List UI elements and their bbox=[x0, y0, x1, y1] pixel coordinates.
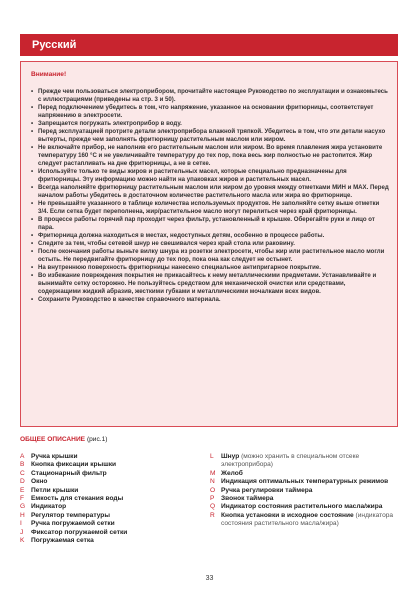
part-item bbox=[210, 503, 398, 511]
warning-list bbox=[31, 88, 389, 304]
parts-list-right bbox=[210, 453, 398, 545]
description-heading bbox=[20, 436, 398, 443]
part-item bbox=[20, 487, 210, 495]
part-letter: D bbox=[20, 478, 25, 486]
part-body bbox=[31, 529, 127, 537]
part-letter: L bbox=[210, 453, 214, 460]
part-label: Стационарный фильтр bbox=[31, 469, 107, 477]
warning-item: • Следите за тем, чтобы сетевой шнур не свешивался через край стола или раковину. bbox=[31, 240, 389, 248]
description-subtitle: (рис.1) bbox=[86, 436, 108, 443]
part-body bbox=[221, 487, 312, 495]
description-title: ОБЩЕЕ ОПИСАНИЕ bbox=[20, 436, 86, 443]
part-label: Звонок таймера bbox=[221, 495, 274, 503]
part-body bbox=[221, 495, 273, 503]
part-label: Петли крышки bbox=[31, 486, 79, 494]
part-body bbox=[31, 478, 47, 486]
part-body bbox=[31, 520, 115, 528]
part-label: Емкость для стекания воды bbox=[31, 495, 124, 503]
part-body bbox=[31, 461, 116, 469]
part-letter: C bbox=[20, 469, 25, 477]
part-letter: P bbox=[210, 495, 215, 503]
warning-item: • Всегда наполняйте фритюрницу растительным маслом или жиром до уровня между отметками МИН и МАХ. Перед началом работы убедитесь в достаточном количестве растительного масла или жира во фритюрнице. bbox=[31, 184, 389, 200]
part-letter: F bbox=[20, 495, 25, 503]
warning-item: • Используйте только те виды жиров и растительных масел, которые специально предназначены для фритюрницы. Эту информацию можно найти на упаковках жиров и растительных масел. bbox=[31, 168, 389, 184]
warning-title: Внимание! bbox=[31, 71, 67, 78]
warning-item: • Прежде чем пользоваться электроприбором, прочитайте настоящее Руководство по эксплуатации и ознакомьтесь с иллюстрациями (приведены на стр. 3 и 50). bbox=[31, 88, 389, 104]
part-body bbox=[221, 503, 382, 511]
part-letter: K bbox=[20, 537, 25, 545]
part-letter: H bbox=[20, 511, 25, 519]
part-body bbox=[31, 453, 78, 461]
part-item bbox=[20, 520, 210, 528]
warning-item: • Перед эксплуатацией протрите детали электроприбора влажной тряпкой. Убедитесь в том, что эти детали насухо вытерты, прежде чем заполнять фритюрницу растительным маслом или жиром. bbox=[31, 128, 389, 144]
warning-item: • Не превышайте указанного в таблице количества используемых продуктов. Не заполняйте сетку выше отметки 3/4. Если сетка будет переполнена, жир/растительное масло могут перелиться через край фритюрницы. bbox=[31, 200, 389, 216]
part-item bbox=[210, 478, 398, 486]
part-body bbox=[31, 470, 107, 478]
part-item bbox=[210, 453, 398, 470]
part-body bbox=[31, 537, 94, 545]
part-body bbox=[221, 453, 398, 470]
part-letter: A bbox=[20, 453, 25, 460]
part-letter: M bbox=[210, 469, 216, 477]
part-item bbox=[20, 529, 210, 537]
part-label: Окно bbox=[31, 478, 48, 486]
general-description bbox=[20, 436, 398, 545]
part-label: Фиксатор погружаемой сетки bbox=[31, 528, 128, 536]
part-label: Ручка погружаемой сетки bbox=[31, 520, 115, 528]
part-label: Ручка регулировки таймера bbox=[221, 486, 313, 494]
warning-item: • Запрещается погружать электроприбор в воду. bbox=[31, 120, 389, 128]
warning-item: • Во избежание повреждения покрытия не прикасайтесь к нему металлическими предметами. Устанавливайте и вынимайте сетку осторожно. Не пользуйтесь средством для механической очистки или средствами, содержащими жидкий абразив, жесткими губками и металлическими мочалками всех видов. bbox=[31, 272, 389, 296]
warning-item: • В процессе работы горячий пар проходит через фильтр, установленный в крышке. Оберегайте руки и лицо от пара. bbox=[31, 216, 389, 232]
part-body bbox=[31, 487, 78, 495]
part-note: (можно хранить в специальном отсеке электроприбора) bbox=[221, 453, 360, 469]
part-item bbox=[20, 495, 210, 503]
part-item bbox=[210, 487, 398, 495]
part-item bbox=[20, 478, 210, 486]
part-body bbox=[221, 470, 243, 478]
part-letter: G bbox=[20, 503, 26, 511]
parts-list-left bbox=[20, 453, 210, 545]
part-label: Индикация оптимальных температурных режимов bbox=[221, 478, 389, 486]
part-label: Кнопка фиксации крышки bbox=[31, 461, 117, 469]
page-number: 33 bbox=[205, 575, 214, 582]
part-item bbox=[20, 537, 210, 545]
part-body bbox=[221, 512, 398, 529]
part-body bbox=[31, 512, 110, 520]
part-item bbox=[210, 512, 398, 529]
part-label: Кнопка установки в исходное состояние bbox=[221, 511, 354, 519]
part-item bbox=[20, 503, 210, 511]
part-letter: N bbox=[210, 478, 215, 486]
part-letter: I bbox=[20, 520, 22, 528]
part-item bbox=[20, 512, 210, 520]
part-label: Регулятор температуры bbox=[31, 511, 110, 519]
part-body bbox=[31, 495, 123, 503]
warning-item: • После окончания работы выньте вилку шнура из розетки электросети, чтобы жир или растительное масло могли остыть. Не передвигайте фритюрницу до тех пор, пока она как следует не остынет. bbox=[31, 248, 389, 264]
part-label: Погружаемая сетка bbox=[31, 537, 94, 545]
part-label: Индикатор состояния растительного масла/жира bbox=[221, 503, 383, 511]
warning-item: • Фритюрница должна находиться в местах, недоступных детям, особенно в процессе работы. bbox=[31, 232, 389, 240]
part-letter: O bbox=[210, 486, 216, 494]
part-label: Шнур bbox=[221, 453, 240, 460]
warning-item: • Не включайте прибор, не наполнив его растительным маслом или жиром. Во время плавления жира установите температуру 160 °С и не увеличивайте температуру до тех пор, пока весь жир полностью не растопится. Жир следует растапливать на дне фритюрницы, а не в сетке. bbox=[31, 144, 389, 168]
part-letter: J bbox=[20, 528, 24, 536]
warning-item: • Перед подключением убедитесь в том, что напряжение, указанное на основании фритюрницы, соответствует напряжению в электросети. bbox=[31, 104, 389, 120]
part-label: Индикатор bbox=[31, 503, 67, 511]
part-item bbox=[20, 470, 210, 478]
part-item bbox=[20, 461, 210, 469]
part-body bbox=[221, 478, 388, 486]
part-letter: B bbox=[20, 461, 25, 469]
warning-item: • Сохраните Руководство в качестве справочного материала. bbox=[31, 296, 389, 304]
part-item bbox=[210, 470, 398, 478]
part-letter: R bbox=[210, 511, 215, 519]
part-body bbox=[31, 503, 66, 511]
language-header: Русский bbox=[20, 34, 398, 56]
part-label: Желоб bbox=[221, 469, 243, 477]
part-letter: Q bbox=[210, 503, 216, 511]
part-note: (индикатора состояния растительного масла/жира) bbox=[221, 511, 394, 528]
warning-item: • На внутреннюю поверхность фритюрницы нанесено специальное антипригарное покрытие. bbox=[31, 264, 389, 272]
part-item bbox=[20, 453, 210, 461]
warning-box bbox=[20, 61, 398, 427]
part-letter: E bbox=[20, 486, 25, 494]
part-label: Ручка крышки bbox=[31, 453, 78, 460]
part-item bbox=[210, 495, 398, 503]
